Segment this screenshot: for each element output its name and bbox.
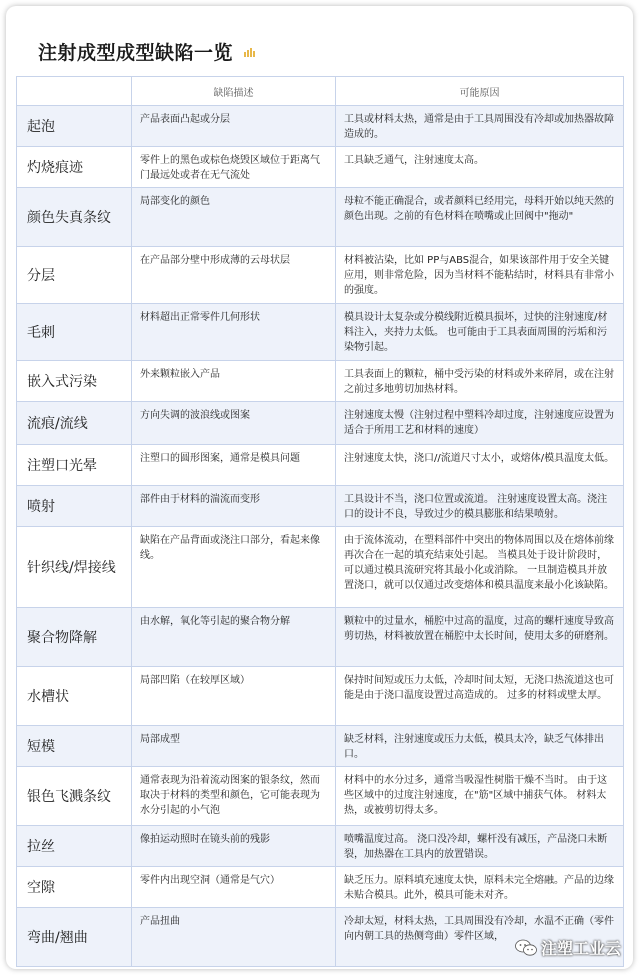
defect-description: 在产品部分壁中形成薄的云母状层 — [132, 247, 336, 304]
defect-name: 注塑口光晕 — [17, 445, 132, 486]
defect-cause: 工具或材料太热，通常是由于工具周围没有冷却或加热器故障造成的。 — [336, 106, 624, 147]
title-decoration-icon — [244, 47, 256, 57]
table-row — [17, 867, 624, 908]
defect-cause: 母粒不能正确混合，或者颜料已经用完，母料开始以纯天然的颜色出现。之前的有色材料在喷嘴或止回阀中"拖动" — [336, 188, 624, 247]
table-row — [17, 667, 624, 726]
header-cause: 可能原因 — [336, 77, 624, 106]
defect-cause: 缺乏压力。原料填充速度太快，原料未完全熔融。产品的边缘未贴合模具。此外，模具可能未对齐。 — [336, 867, 624, 908]
defect-name: 毛刺 — [17, 304, 132, 361]
table-row — [17, 527, 624, 608]
table-row — [17, 188, 624, 247]
defect-description: 部件由于材料的湍流而变形 — [132, 486, 336, 527]
table-row — [17, 106, 624, 147]
header-defect — [17, 77, 132, 106]
defect-name: 流痕/流线 — [17, 402, 132, 445]
table-row — [17, 445, 624, 486]
document-card — [6, 6, 633, 969]
defect-name: 分层 — [17, 247, 132, 304]
defect-name: 拉丝 — [17, 826, 132, 867]
defect-description: 产品扭曲 — [132, 908, 336, 967]
defect-name: 短模 — [17, 726, 132, 767]
defect-cause: 保持时间短或压力太低，冷却时间太短，无浇口热流道这也可能是由于浇口温度设置过高造成的。 过多的材料或壁太厚。 — [336, 667, 624, 726]
defect-cause: 模具设计太复杂或分模线附近模具损坏，过快的注射速度/材料注入，夹持力太低。 也可能由于工具表面周围的污垢和污染物引起。 — [336, 304, 624, 361]
defect-description: 外来颗粒嵌入产品 — [132, 361, 336, 402]
defect-cause: 颗粒中的过量水，桶腔中过高的温度，过高的螺杆速度导致高剪切热，材料被放置在桶腔中太长时间，使用太多的研磨剂。 — [336, 608, 624, 667]
defect-description: 通常表现为沿着流动图案的银条纹，然而取决于材料的类型和颜色，它可能表现为水分引起的小气泡 — [132, 767, 336, 826]
defect-name: 弯曲/翘曲 — [17, 908, 132, 967]
page-title — [38, 38, 256, 65]
defect-name: 聚合物降解 — [17, 608, 132, 667]
defect-description: 材料超出正常零件几何形状 — [132, 304, 336, 361]
page-title-text: 注射成型成型缺陷一览 — [38, 42, 234, 64]
defect-description: 零件内出现空洞（通常是气穴） — [132, 867, 336, 908]
defect-name: 喷射 — [17, 486, 132, 527]
defect-description: 零件上的黑色或棕色烧毁区域位于距离气门最远处或者在无气流处 — [132, 147, 336, 188]
table-row — [17, 361, 624, 402]
wechat-icon — [515, 939, 537, 957]
defect-name: 嵌入式污染 — [17, 361, 132, 402]
defect-cause: 喷嘴温度过高。 浇口没冷却，螺杆没有减压，产品浇口未断裂，加热器在工具内的放置错误。 — [336, 826, 624, 867]
defect-name: 水槽状 — [17, 667, 132, 726]
header-description: 缺陷描述 — [132, 77, 336, 106]
table-row — [17, 826, 624, 867]
defect-cause: 冷却太短，材料太热，工具周围没有冷却，水温不正确（零件向内朝工具的热侧弯曲）零件区域， — [336, 908, 624, 967]
defect-cause: 由于流体流动，在塑料部件中突出的物体周围以及在熔体前缘再次合在一起的填充结束处引起。 当模具处于设计阶段时，可以通过模具流研究将其最小化或消除。 一旦制造模具并放置浇口，就可以仅通过改变熔体和模具温度来最小化该缺陷。 — [336, 527, 624, 608]
defect-description: 局部成型 — [132, 726, 336, 767]
defect-cause: 缺乏材料，注射速度或压力太低，模具太冷，缺乏气体排出口。 — [336, 726, 624, 767]
table-body — [17, 106, 624, 967]
defect-cause: 材料被沾染，比如 PP与ABS混合，如果该部件用于安全关键应用，则非常危险，因为当材料不能粘结时，材料具有非常小的强度。 — [336, 247, 624, 304]
defect-name: 灼烧痕迹 — [17, 147, 132, 188]
table-row — [17, 147, 624, 188]
defect-name: 银色飞溅条纹 — [17, 767, 132, 826]
table-row — [17, 304, 624, 361]
defect-description: 局部凹陷（在较厚区域） — [132, 667, 336, 726]
defect-description: 像拍运动照时在镜头前的残影 — [132, 826, 336, 867]
defect-name: 起泡 — [17, 106, 132, 147]
defect-cause: 注射速度太慢（注射过程中塑料冷却过度，注射速度应设置为适合于所用工艺和材料的速度） — [336, 402, 624, 445]
table-header-row — [17, 77, 624, 106]
defect-name: 空隙 — [17, 867, 132, 908]
defect-description: 局部变化的颜色 — [132, 188, 336, 247]
defect-cause: 工具缺乏通气，注射速度太高。 — [336, 147, 624, 188]
defect-cause: 工具表面上的颗粒，桶中受污染的材料或外来碎屑，或在注射之前过多地剪切加热材料。 — [336, 361, 624, 402]
watermark-text: 注塑工业云 — [540, 939, 621, 958]
table-row — [17, 767, 624, 826]
defect-description: 注塑口的圆形图案，通常是模具问题 — [132, 445, 336, 486]
defect-name: 针织线/焊接线 — [17, 527, 132, 608]
defect-description: 方向失调的波浪线或图案 — [132, 402, 336, 445]
defect-table — [16, 76, 624, 967]
table-row — [17, 726, 624, 767]
defect-name: 颜色失真条纹 — [17, 188, 132, 247]
watermark — [515, 936, 621, 959]
defect-description: 由水解，氧化等引起的聚合物分解 — [132, 608, 336, 667]
table-row — [17, 486, 624, 527]
table-row — [17, 247, 624, 304]
table-row — [17, 608, 624, 667]
defect-cause: 注射速度太快，浇口//流道尺寸太小，或熔体/模具温度太低。 — [336, 445, 624, 486]
table-row — [17, 402, 624, 445]
defect-cause: 材料中的水分过多，通常当吸湿性树脂干燥不当时。 由于这些区域中的过度注射速度，在"筋"区域中捕获气体。 材料太热，或被剪切得太多。 — [336, 767, 624, 826]
defect-description: 缺陷在产品背面或浇注口部分，看起来像线。 — [132, 527, 336, 608]
defect-cause: 工具设计不当，浇口位置或流道。 注射速度设置太高。浇注口的设计不良，导致过少的模具膨胀和结果喷射。 — [336, 486, 624, 527]
defect-description: 产品表面凸起或分层 — [132, 106, 336, 147]
